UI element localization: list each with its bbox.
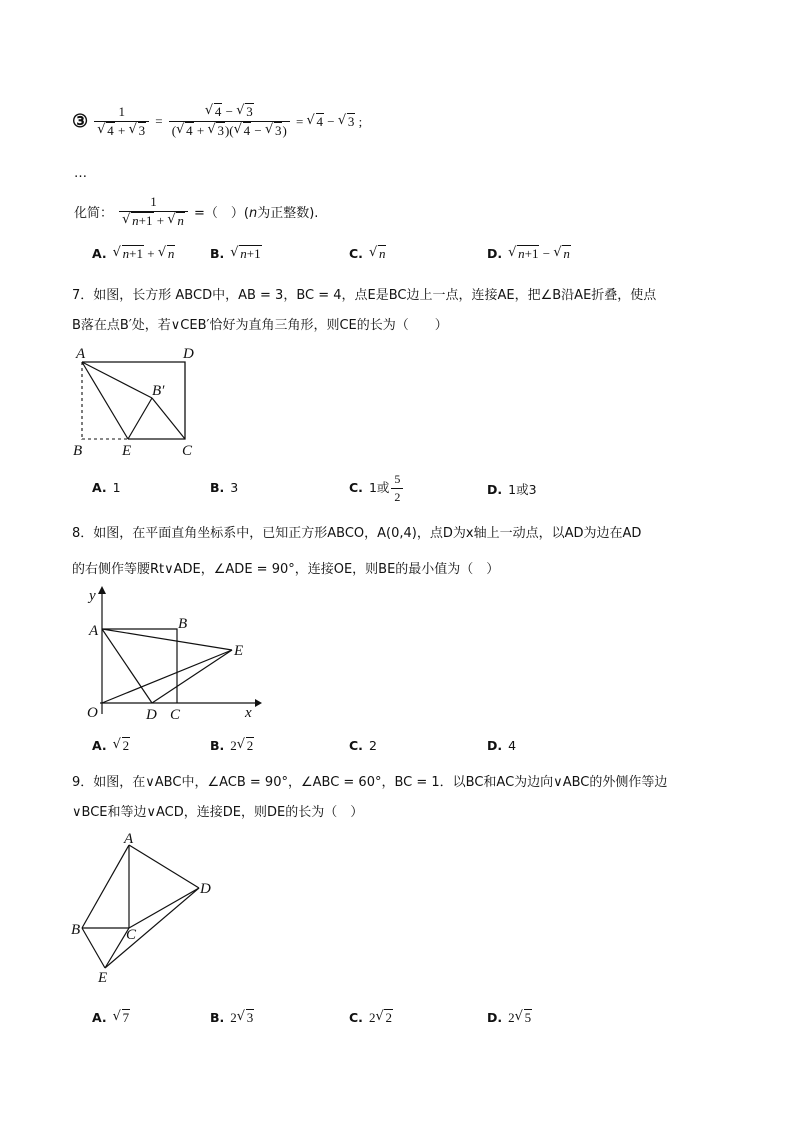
q9-label-d: D bbox=[200, 881, 211, 897]
q9-label-c: C bbox=[126, 927, 137, 943]
circle-number: ③ bbox=[72, 111, 89, 132]
q6-option-a[interactable]: A.√ n+1 + √ n bbox=[92, 246, 175, 262]
q8-label-e: E bbox=[234, 643, 244, 659]
q8-label-d: D bbox=[146, 707, 157, 723]
q6-option-d[interactable]: D.√ n+1 − √ n bbox=[487, 246, 571, 262]
q8-text-line1: 8．如图，在平面直角坐标系中，已知正方形ABCO，A(0,4)，点D为x轴上一动点，以AD为边在AD bbox=[72, 526, 642, 541]
fraction-rationalized: √ $\frac{4 - √ 3}{(√ 4 + √ 3)(√ 4 - √ 3)}$ bbox=[169, 104, 290, 139]
q8-text-line2: 的右侧作等腰Rt∨ADE，∠ADE = 90°，连接OE，则BE的最小值为（ ） bbox=[72, 562, 500, 577]
q8-label-b: B bbox=[178, 616, 188, 632]
fraction-lhs: 1 √ 4 + √ 3 bbox=[94, 104, 149, 139]
q9-option-d[interactable]: D. 2√ 5 bbox=[487, 1010, 532, 1026]
q7-text-line1: 7．如图，长方形 ABCD中，AB = 3，BC = 4，点E是BC边上一点，连接AE，把∠B沿AE折叠，使点 bbox=[72, 288, 657, 303]
q8-label-c: C bbox=[170, 707, 181, 723]
simplify-label: 化简： bbox=[74, 206, 114, 221]
ellipsis: … bbox=[74, 166, 87, 181]
q8-label-x: x bbox=[245, 705, 252, 721]
q8-figure bbox=[70, 584, 270, 724]
q8-option-a[interactable]: A.√ 2 bbox=[92, 738, 130, 754]
q6-option-c[interactable]: C.√ n bbox=[349, 246, 386, 262]
q7-text-line2: B落在点B′处，若∨CEB′恰好为直角三角形，则CE的长为（ ） bbox=[72, 318, 448, 333]
q8-option-c[interactable]: C. 2 bbox=[349, 738, 377, 753]
q7-option-d[interactable]: D. 1或3 bbox=[487, 482, 537, 497]
q9-label-a: A bbox=[124, 831, 134, 847]
q9-label-b: B bbox=[71, 922, 81, 938]
q6-simplify: 化简： 1 √ n+1 + √ n =（ ）(n为正整数). bbox=[74, 194, 318, 229]
q8-option-d[interactable]: D. 4 bbox=[487, 738, 517, 753]
q8-label-a: A bbox=[89, 623, 99, 639]
q8-square bbox=[102, 629, 177, 703]
q9-option-b[interactable]: B. 2√ 3 bbox=[210, 1010, 254, 1026]
q8-option-b[interactable]: B. 2√ 2 bbox=[210, 738, 254, 754]
q7-label-b: B bbox=[73, 443, 83, 459]
q9-text-line2: ∨BCE和等边∨ACD，连接DE，则DE的长为（ ） bbox=[72, 805, 364, 820]
q9-text-line1: 9．如图，在∨ABC中，∠ACB = 90°，∠ABC = 60°，BC = 1．以BC和AC为边向∨ABC的外侧作等边 bbox=[72, 775, 668, 790]
q9-figure bbox=[62, 830, 222, 988]
q7-label-e: E bbox=[122, 443, 132, 459]
q8-label-y: y bbox=[89, 588, 96, 604]
q7-label-bprime: B′ bbox=[152, 383, 165, 399]
q7-option-a[interactable]: A. 1 bbox=[92, 480, 121, 495]
q7-option-c[interactable]: C. 1或 $\frac{5}{2}$ bbox=[349, 472, 405, 505]
q9-option-a[interactable]: A.√ 7 bbox=[92, 1010, 130, 1026]
q6-item-3: ③ 1 √ 4 + √ 3 = √ $\frac{4 - √ 3}{(√ 4 + √ 3)(√ 4 - √ 3)}$ = √ 4 − √ 3 ; bbox=[72, 104, 362, 139]
q7-label-a: A bbox=[76, 346, 86, 362]
q9-label-e: E bbox=[98, 970, 108, 986]
q7-figure bbox=[60, 340, 220, 460]
q9-option-c[interactable]: C. 2√ 2 bbox=[349, 1010, 393, 1026]
q7-rectangle-solid bbox=[82, 362, 185, 439]
q8-label-o: O bbox=[87, 705, 98, 721]
q7-label-d: D bbox=[183, 346, 194, 362]
q7-label-c: C bbox=[182, 443, 193, 459]
fraction-simplify: 1 √ n+1 + √ n bbox=[119, 194, 188, 229]
q6-option-b[interactable]: B.√ n+1 bbox=[210, 246, 262, 262]
q7-option-b[interactable]: B. 3 bbox=[210, 480, 239, 495]
